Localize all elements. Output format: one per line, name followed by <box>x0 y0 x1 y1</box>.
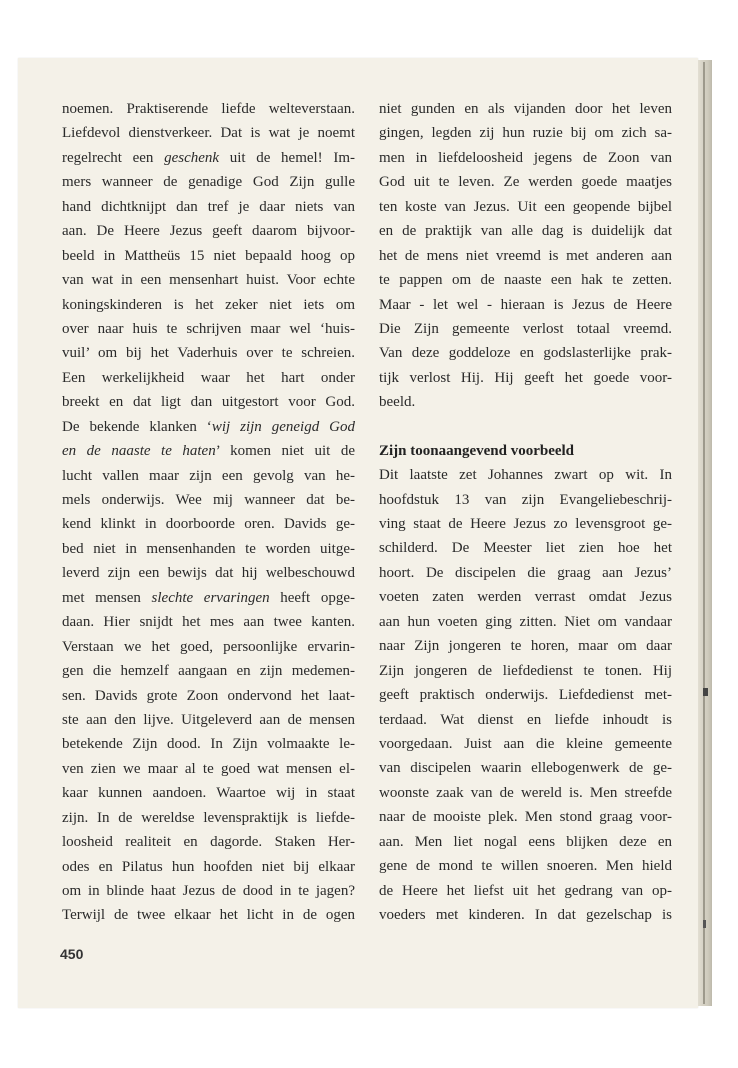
text-line <box>62 244 355 268</box>
text-line <box>62 121 355 145</box>
text-line <box>379 463 672 487</box>
text-segment: koningskinderen is het zeker niet iets om <box>62 296 355 313</box>
text-segment: mers wanneer de genadige God Zijn gulle <box>62 174 355 191</box>
text-segment: gene de mond te willen snoeren. Men hield <box>379 858 672 875</box>
text-segment: geeft praktisch onderwijs. Liefdedienst met- <box>379 687 672 704</box>
text-line <box>379 830 672 854</box>
text-line <box>379 170 672 194</box>
text-segment: noemen. Praktiserende liefde welteverstaan. <box>62 101 355 117</box>
text-line <box>379 879 672 903</box>
text-line <box>379 659 672 683</box>
text-segment: ven zien we maar al te goed wat mensen el- <box>62 760 355 777</box>
text-line <box>62 610 355 634</box>
text-segment: aan hun voeten ging zitten. Niet om vandaar <box>379 613 672 630</box>
text-line <box>62 879 355 903</box>
text-line <box>62 439 355 463</box>
text-line <box>379 683 672 707</box>
text-segment: woonste zaak van de wereld is. Men streefde <box>379 784 672 801</box>
text-line <box>379 293 672 317</box>
text-segment: de Heere het liefst uit het gedrang van op- <box>379 882 672 899</box>
text-segment: naar Zijn jongeren te horen, maar om daar <box>379 638 672 655</box>
text-segment: Verstaan we het goed, persoonlijke ervarin- <box>62 638 355 655</box>
text-line <box>62 97 355 121</box>
text-line <box>62 415 355 439</box>
edge-tab-mark <box>703 688 708 696</box>
text-line <box>62 195 355 219</box>
text-segment: aan. De Heere Jezus geeft daarom bijvoor- <box>62 223 355 240</box>
text-line <box>62 781 355 805</box>
text-line <box>62 219 355 243</box>
text-line <box>379 341 672 365</box>
text-segment: en de praktijk van alle dag is duidelijk dat <box>379 223 672 240</box>
text-line <box>62 903 355 927</box>
text-segment: ten koste van Jezus. Uit een geopende bijbel <box>379 198 672 215</box>
text-line <box>379 805 672 829</box>
text-line <box>62 268 355 292</box>
text-segment: niet gunden en als vijanden door het leven <box>379 101 672 117</box>
text-line <box>62 512 355 536</box>
text-line <box>62 659 355 683</box>
text-line <box>62 366 355 390</box>
text-segment: sen. Davids grote Zoon ondervond het laat- <box>62 687 355 704</box>
blank-line <box>379 415 672 439</box>
text-line <box>379 781 672 805</box>
text-segment: te pappen om de naaste een hak te zetten. <box>379 272 672 289</box>
text-line <box>379 732 672 756</box>
text-segment: Van deze goddeloze en godslasterlijke prak- <box>379 345 672 362</box>
text-line <box>62 464 355 488</box>
text-line <box>379 488 672 512</box>
text-segment: hoort. De discipelen die graag aan Jezus’ <box>379 564 672 581</box>
text-segment: met mensen <box>62 589 152 606</box>
text-segment: De bekende klanken ‘ <box>62 418 212 435</box>
text-line <box>62 317 355 341</box>
text-segment: betekende Zijn dood. In Zijn volmaakte le- <box>62 736 355 753</box>
text-segment: breekt en dat ligt dan uitgestort voor God. <box>62 394 355 411</box>
text-segment: vuil’ om bij het Vaderhuis over te schreien. <box>62 345 355 362</box>
text-segment: over naar huis te schrijven maar wel ‘huis- <box>62 320 355 337</box>
text-line <box>62 586 355 610</box>
text-line <box>62 293 355 317</box>
text-segment: schilderd. De Meester liet zien hoe het <box>379 540 672 557</box>
text-segment: hand dichtknijpt dan tref je daar niets van <box>62 198 355 215</box>
text-segment: tijk verlost Hij. Hij geeft het goede voor- <box>379 369 672 386</box>
italic-text: wij zijn geneigd God <box>211 418 355 435</box>
italic-text: en de naaste te haten <box>62 443 216 460</box>
text-segment: zijn. In de wereldse levenspraktijk is liefde- <box>62 809 355 826</box>
text-segment: loosheid realiteit en dagorde. Staken Her- <box>62 834 355 851</box>
text-line <box>62 806 355 830</box>
text-segment: God uit te leven. Ze werden goede maatjes <box>379 174 672 191</box>
text-line <box>62 684 355 708</box>
left-text-column <box>62 97 355 928</box>
text-segment: uit de hemel! Im- <box>219 149 355 166</box>
text-line <box>379 268 672 292</box>
page-number: 450 <box>60 946 84 962</box>
text-line <box>379 512 672 536</box>
text-segment: bed niet in mensenhanden te worden uitge- <box>62 540 355 557</box>
text-line <box>379 903 672 927</box>
text-segment: leverd zijn een bewijs dat hij welbeschouwd <box>62 565 355 582</box>
text-segment: beeld in Mattheüs 15 niet bepaald hoog op <box>62 247 355 264</box>
text-line <box>62 146 355 170</box>
text-line <box>379 366 672 390</box>
text-line <box>62 341 355 365</box>
text-segment: voeders met kinderen. In dat gezelschap is <box>379 907 672 923</box>
text-segment: hoofdstuk 13 van zijn Evangeliebeschrij- <box>379 491 672 508</box>
text-segment: ste aan den lijve. Uitgeleverd aan de mensen <box>62 711 355 728</box>
text-line <box>62 757 355 781</box>
text-line <box>62 708 355 732</box>
text-line <box>379 708 672 732</box>
text-segment: heeft opge- <box>269 589 355 606</box>
text-line <box>379 390 672 414</box>
text-segment: om in blinde haat Jezus de dood in te jagen? <box>62 883 355 899</box>
right-text-column <box>379 97 672 927</box>
text-line <box>379 97 672 121</box>
text-segment: Zijn jongeren de liefdedienst te tonen. Hij <box>379 662 672 679</box>
text-line <box>379 244 672 268</box>
text-line <box>379 195 672 219</box>
text-segment: aan. Men liet nogal eens blijken deze en <box>379 833 672 850</box>
text-segment: voorgedaan. Juist aan die kleine gemeente <box>379 735 672 752</box>
text-line <box>62 537 355 561</box>
text-segment: kaar kunnen aandoen. Waartoe wij in staat <box>62 785 355 802</box>
text-segment: terdaad. Wat dienst en liefde inhoudt is <box>379 711 672 728</box>
text-line <box>379 756 672 780</box>
text-segment: kend klinkt in doorboorde oren. Davids ge- <box>62 516 355 533</box>
text-line <box>379 561 672 585</box>
text-segment: van wat in een mensenhart huist. Voor echte <box>62 272 355 289</box>
text-line <box>379 610 672 634</box>
text-segment: gingen, legden zij hun ruzie bij om zich sa- <box>379 125 672 142</box>
text-line <box>379 146 672 170</box>
text-segment: ’ komen niet uit de <box>215 443 355 460</box>
italic-text: slechte ervaringen <box>151 589 270 606</box>
text-line <box>379 585 672 609</box>
text-segment: Dit laatste zet Johannes zwart op wit. In <box>379 467 672 484</box>
text-segment: gen die hemzelf aangaan en zijn medemen- <box>62 663 355 680</box>
text-line <box>62 635 355 659</box>
page-stack-edge <box>698 60 712 1006</box>
text-segment: ving staat de Heere Jezus zo levensgroot ge- <box>379 516 672 532</box>
text-line <box>62 170 355 194</box>
text-segment: Liefdevol dienstverkeer. Dat is wat je noemt <box>62 125 355 142</box>
text-line <box>62 732 355 756</box>
text-segment: odes en Pilatus hun hoofden niet bij elkaar <box>62 858 355 875</box>
edge-tab-mark <box>703 920 706 928</box>
text-segment: van discipelen waarin ellebogenwerk de ge- <box>379 760 672 777</box>
text-line <box>379 121 672 145</box>
text-segment: lucht vallen maar zijn een gevolg van he- <box>62 467 355 484</box>
text-segment: naar de mooiste plek. Men stond graag voor- <box>379 809 672 826</box>
text-segment: Zijn toonaangevend voorbeeld <box>379 443 575 460</box>
text-line <box>62 390 355 414</box>
text-segment: Terwijl de twee elkaar het licht in de ogen <box>62 907 355 924</box>
text-segment: voeten zaten werden verrast omdat Jezus <box>379 589 672 606</box>
text-segment: het de mens niet vreemd is met anderen aan <box>379 247 672 264</box>
text-line <box>62 488 355 512</box>
text-line <box>62 830 355 854</box>
text-line <box>62 561 355 585</box>
text-segment: daan. Hier snijdt het mes aan twee kanten. <box>62 614 355 631</box>
text-line <box>379 536 672 560</box>
section-heading <box>379 439 672 463</box>
text-line <box>379 854 672 878</box>
text-segment: regelrecht een <box>62 149 165 166</box>
text-segment: mels onderwijs. Wee mij wanneer dat be- <box>62 492 355 508</box>
italic-text: geschenk <box>164 149 220 166</box>
text-segment: Een werkelijkheid waar het hart onder <box>62 369 355 386</box>
text-segment: Die Zijn gemeente verlost totaal vreemd. <box>379 320 672 337</box>
text-line <box>379 219 672 243</box>
page-stack-line <box>703 62 705 1004</box>
text-line <box>379 317 672 341</box>
text-line <box>379 634 672 658</box>
text-segment: Maar - let wel - hieraan is Jezus de Heere <box>379 296 672 313</box>
text-line <box>62 855 355 879</box>
text-segment: beeld. <box>379 394 416 411</box>
text-segment: men in liefdeloosheid jegens de Zoon van <box>379 149 672 166</box>
